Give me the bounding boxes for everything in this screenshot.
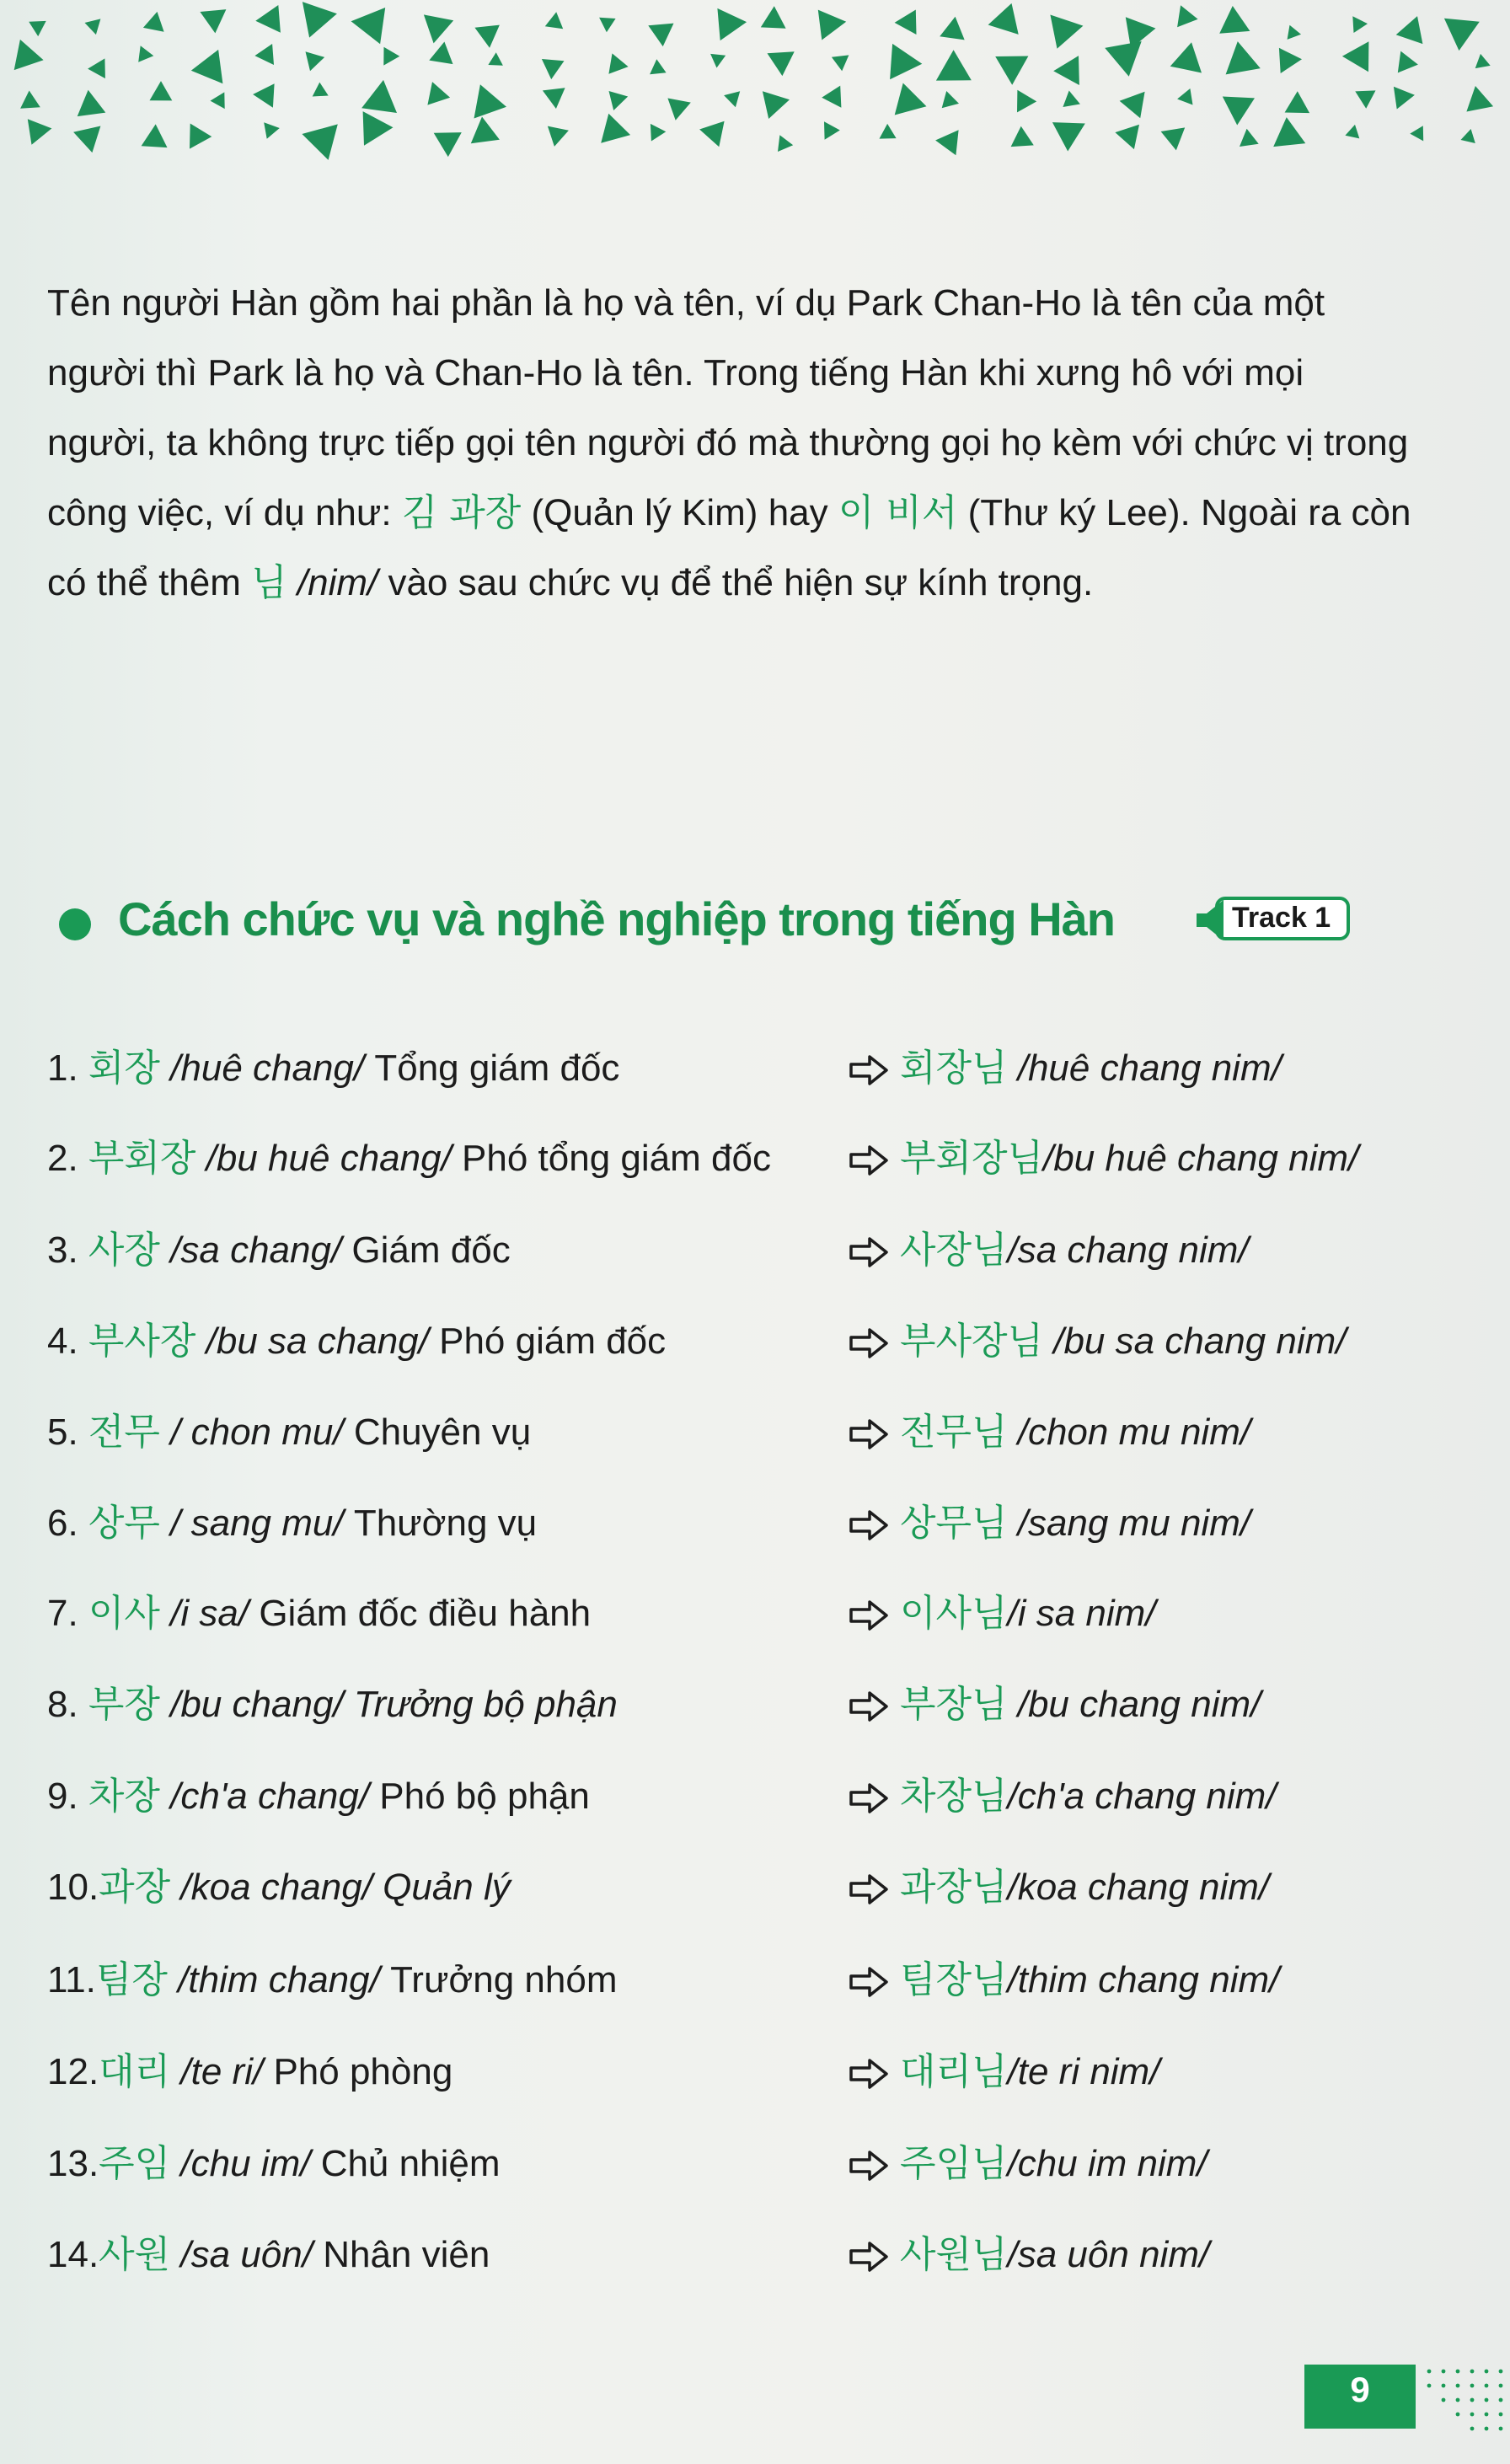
vocab-number: 2. [47, 1138, 88, 1179]
vocab-romanization: /sa uôn/ [170, 2234, 324, 2275]
vocab-row [47, 2135, 1480, 2193]
banner-triangle [1177, 5, 1198, 27]
vocab-korean-nim: 전무님 [900, 1411, 1008, 1454]
vocab-korean: 주임 [99, 2142, 171, 2185]
banner-triangle [1398, 51, 1418, 73]
nim-romanization: /nim/ [286, 562, 378, 603]
vocab-korean-nim: 회장님 [900, 1047, 1008, 1090]
banner-triangle [254, 44, 274, 65]
vocab-meaning: Phó tổng giám đốc [462, 1138, 771, 1179]
decorative-dots [1422, 2365, 1510, 2440]
banner-triangle [936, 50, 972, 80]
intro-paragraph [47, 268, 1412, 618]
vocab-romanization-nim: /koa chang nim/ [1007, 1867, 1270, 1908]
vocab-korean-nim: 부장님 [900, 1683, 1008, 1726]
vocab-term [47, 1312, 666, 1371]
banner-triangle [1170, 42, 1202, 72]
banner-triangle [778, 135, 793, 152]
banner-triangle [667, 99, 690, 121]
decor-dot [1470, 2413, 1475, 2417]
vocab-romanization-nim: /thim chang nim/ [1007, 1959, 1280, 2001]
vocab-romanization-nim: /te ri nim/ [1007, 2051, 1160, 2092]
vocab-term [47, 1951, 618, 2010]
banner-triangle [650, 59, 667, 74]
decorative-triangle-banner [0, 0, 1510, 160]
vocab-row [47, 1494, 1480, 1553]
vocab-romanization: / chon mu/ [159, 1411, 354, 1453]
banner-triangle [1226, 41, 1261, 74]
banner-triangle [253, 83, 275, 107]
banner-triangle [1105, 41, 1142, 77]
banner-triangle [710, 54, 726, 68]
vocab-meaning: Giám đốc [351, 1229, 511, 1271]
vocab-meaning: Giám đốc điều hành [259, 1593, 592, 1634]
banner-triangle [818, 10, 846, 40]
vocab-meaning: Phó bộ phận [379, 1776, 590, 1817]
banner-triangle [832, 55, 849, 71]
banner-triangle [138, 46, 153, 62]
banner-triangle [1444, 19, 1480, 51]
vocab-romanization: /te ri/ [170, 2051, 274, 2092]
banner-triangle [1279, 48, 1302, 73]
banner-triangle [1273, 117, 1305, 147]
banner-triangle [190, 124, 212, 149]
banner-triangle [78, 90, 106, 116]
vocab-korean-nim: 부회장님 [900, 1137, 1044, 1180]
vocab-romanization-nim: /i sa nim/ [1007, 1593, 1156, 1634]
banner-triangle [1352, 16, 1368, 33]
vocab-korean: 사원 [99, 2233, 171, 2276]
vocab-number: 12. [47, 2051, 99, 2092]
vocab-row [47, 1221, 1480, 1280]
decor-dot [1499, 2427, 1503, 2431]
arrow-right-icon [848, 2149, 890, 2183]
banner-triangle [471, 117, 500, 144]
vocab-row [47, 2043, 1480, 2102]
vocab-number: 13. [47, 2143, 99, 2184]
vocab-romanization-nim: /sang mu nim/ [1007, 1503, 1251, 1544]
vocab-term [47, 1584, 591, 1643]
vocab-romanization-nim: /chu im nim/ [1007, 2143, 1207, 2184]
banner-triangle [361, 80, 397, 113]
page-number-box [1304, 2365, 1416, 2429]
audio-track-badge[interactable] [1195, 895, 1363, 945]
banner-triangle [88, 58, 105, 78]
vocab-romanization: /chu im/ [170, 2143, 321, 2184]
decor-dot [1485, 2427, 1489, 2431]
vocab-number: 14. [47, 2234, 99, 2275]
banner-triangle [761, 6, 786, 28]
vocab-row [47, 1129, 1480, 1188]
decor-dot [1442, 2398, 1446, 2402]
banner-triangle [28, 119, 52, 144]
vocab-number: 3. [47, 1229, 88, 1271]
banner-triangle [29, 21, 46, 36]
nim-suffix: 님 [251, 561, 287, 604]
banner-triangle [1475, 54, 1491, 68]
decor-dot [1456, 2370, 1460, 2374]
banner-triangle [1050, 15, 1083, 49]
vocab-korean-nim: 주임님 [900, 2142, 1008, 2185]
vocab-meaning: Trưởng nhóm [390, 1959, 618, 2001]
vocab-meaning: Chuyên vụ [353, 1411, 532, 1453]
decor-dot [1470, 2427, 1475, 2431]
vocab-row [47, 2226, 1480, 2285]
banner-triangle [1161, 127, 1186, 150]
decor-dot [1456, 2413, 1460, 2417]
vocab-row [47, 1312, 1480, 1371]
vocab-honorific [848, 1675, 1261, 1734]
vocab-korean: 차장 [88, 1775, 160, 1818]
vocab-korean-nim: 상무님 [900, 1502, 1008, 1545]
banner-triangle [608, 53, 628, 73]
vocab-honorific [848, 1494, 1250, 1553]
intro-text-3: (Thư ký Lee). Ngoài ra còn có thể thêm [47, 492, 1411, 603]
banner-triangle [651, 124, 666, 142]
vocab-honorific [848, 1584, 1156, 1643]
decor-dot [1470, 2370, 1475, 2374]
banner-triangle [1053, 56, 1079, 85]
banner-triangle [543, 88, 565, 109]
vocab-honorific [848, 2043, 1159, 2102]
vocab-term [47, 1858, 511, 1917]
banner-triangle [1345, 125, 1359, 139]
vocab-meaning: Thường vụ [353, 1503, 538, 1544]
banner-triangle [488, 52, 503, 65]
vocab-korean: 팀장 [95, 1958, 168, 2001]
vocab-row [47, 1584, 1480, 1643]
vocab-korean-nim: 사장님 [900, 1229, 1008, 1272]
vocab-romanization: /sa chang/ [159, 1229, 352, 1271]
banner-triangle [895, 10, 917, 35]
vocab-term [47, 1767, 590, 1826]
banner-triangle [890, 44, 922, 79]
banner-triangle [717, 8, 747, 40]
decor-dot [1499, 2384, 1503, 2388]
vocab-honorific [848, 1221, 1249, 1280]
vocab-honorific [848, 1312, 1347, 1371]
vocab-meaning: Nhân viên [323, 2234, 490, 2275]
vocab-honorific [848, 2226, 1209, 2285]
vocab-romanization: /ch'a chang/ [159, 1776, 380, 1817]
vocab-korean: 과장 [99, 1866, 171, 1909]
intro-text-2: (Quản lý Kim) hay [521, 492, 838, 533]
vocab-korean: 부회장 [88, 1137, 196, 1180]
vocab-korean-nim: 차장님 [900, 1775, 1008, 1818]
banner-triangle [1342, 41, 1369, 72]
vocab-honorific [848, 1129, 1358, 1188]
vocab-row [47, 1858, 1480, 1917]
banner-triangle [1177, 88, 1192, 105]
banner-triangle [601, 114, 630, 143]
banner-triangle [1461, 129, 1475, 143]
arrow-right-icon [848, 1326, 890, 1360]
intro-text-5: vào sau chức vụ để thể hiện sự kính trọng. [378, 562, 1094, 603]
vocab-term [47, 2043, 452, 2102]
banner-triangle [548, 126, 569, 147]
banner-triangle [824, 121, 840, 139]
vocab-romanization-nim: /sa uôn nim/ [1007, 2234, 1210, 2275]
banner-triangle [85, 19, 101, 35]
decor-dot [1499, 2413, 1503, 2417]
decor-dot [1427, 2370, 1432, 2374]
vocab-number: 7. [47, 1593, 88, 1634]
vocab-meaning: Tổng giám đốc [374, 1047, 620, 1089]
vocab-korean-nim: 사원님 [900, 2233, 1008, 2276]
vocab-term [47, 1403, 531, 1462]
vocab-term [47, 1129, 771, 1188]
banner-triangle [313, 83, 329, 97]
vocab-term [47, 2226, 490, 2285]
arrow-right-icon [848, 1144, 890, 1177]
banner-triangle [383, 47, 399, 66]
banner-triangle [1223, 97, 1255, 126]
banner-triangle [1115, 125, 1139, 149]
banner-triangle [351, 8, 386, 44]
page-footer [1304, 2365, 1510, 2464]
vocab-row [47, 1403, 1480, 1462]
banner-triangle [995, 56, 1028, 85]
banner-triangle [434, 132, 462, 157]
decor-dot [1470, 2384, 1475, 2388]
vocab-romanization: /i sa/ [159, 1593, 260, 1634]
vocab-meaning: Quản lý [383, 1867, 511, 1908]
vocab-number: 6. [47, 1503, 88, 1544]
arrow-right-icon [848, 1872, 890, 1906]
decor-dot [1456, 2384, 1460, 2388]
vocab-term [47, 2135, 500, 2193]
vocab-honorific [848, 1858, 1269, 1917]
vocab-row [47, 1675, 1480, 1734]
vocab-romanization-nim: /chon mu nim/ [1007, 1411, 1251, 1453]
vocab-number: 4. [47, 1320, 88, 1362]
section-heading [59, 887, 1373, 954]
vocab-number: 9. [47, 1776, 88, 1817]
vocab-number: 8. [47, 1684, 88, 1725]
arrow-right-icon [848, 2240, 890, 2274]
vocab-honorific [848, 2135, 1207, 2193]
banner-triangle [1285, 91, 1310, 113]
arrow-right-icon [848, 1781, 890, 1815]
vocab-number: 5. [47, 1411, 88, 1453]
banner-triangle [1410, 126, 1423, 141]
vocab-korean: 회장 [88, 1047, 160, 1090]
banner-triangle [763, 91, 790, 119]
example-kim-manager: 김 과장 [401, 491, 522, 534]
banner-triangle [1052, 122, 1085, 151]
banner-triangle [191, 50, 223, 83]
vocab-romanization: /koa chang/ [170, 1867, 383, 1908]
decor-dot [1485, 2384, 1489, 2388]
banner-triangle [363, 111, 394, 146]
banner-triangle [427, 82, 450, 105]
banner-triangle [940, 17, 965, 40]
vocab-honorific [848, 1767, 1277, 1826]
vocab-romanization-nim: /bu huê chang nim/ [1043, 1138, 1359, 1179]
banner-triangle [303, 2, 337, 38]
arrow-right-icon [848, 1053, 890, 1087]
banner-triangle [302, 124, 337, 160]
vocab-korean: 전무 [88, 1411, 160, 1454]
banner-triangle [211, 92, 225, 109]
decor-dot [1470, 2398, 1475, 2402]
decor-dot [1485, 2413, 1489, 2417]
banner-triangle [1355, 90, 1375, 108]
vocab-korean: 부장 [88, 1683, 160, 1726]
vocab-row [47, 1767, 1480, 1826]
decor-dot [1499, 2398, 1503, 2402]
section-title: Cách chức vụ và nghề nghiệp trong tiếng Hàn [118, 892, 1116, 945]
banner-triangle [474, 84, 507, 118]
vocab-korean: 대리 [99, 2050, 171, 2093]
banner-triangle [542, 59, 565, 79]
vocab-korean-nim: 과장님 [900, 1866, 1008, 1909]
banner-triangle [1219, 6, 1250, 34]
banner-triangle [73, 126, 100, 153]
banner-triangle [264, 122, 280, 138]
decor-dot [1456, 2398, 1460, 2402]
banner-triangle [1063, 91, 1080, 108]
arrow-right-icon [848, 2057, 890, 2091]
banner-triangle [429, 42, 452, 65]
banner-triangle [1120, 92, 1145, 119]
banner-triangle [768, 51, 795, 76]
arrow-right-icon [848, 1599, 890, 1632]
vocab-romanization: /bu huê chang/ [195, 1138, 463, 1179]
vocab-korean: 이사 [88, 1592, 160, 1635]
vocab-romanization-nim: /sa chang nim/ [1007, 1229, 1249, 1271]
banner-triangle [609, 91, 629, 110]
track-label: Track 1 [1232, 902, 1331, 934]
banner-triangle [1011, 126, 1034, 147]
vocab-korean-nim: 이사님 [900, 1592, 1008, 1635]
banner-triangle [306, 51, 325, 71]
decor-dot [1485, 2370, 1489, 2374]
vocab-number: 10. [47, 1867, 99, 1908]
banner-triangle [1288, 25, 1301, 40]
banner-triangle [988, 3, 1019, 35]
banner-triangle [142, 124, 168, 147]
arrow-right-icon [848, 1508, 890, 1542]
vocab-honorific [848, 1039, 1282, 1098]
decor-dot [1485, 2398, 1489, 2402]
banner-triangle [880, 124, 897, 139]
banner-triangle [1017, 90, 1036, 113]
arrow-right-icon [848, 1965, 890, 1999]
vocab-number: 1. [47, 1047, 88, 1089]
banner-triangle [1240, 129, 1259, 147]
intro-text-1: Tên người Hàn gồm hai phần là họ và tên, ví dụ Park Chan-Ho là tên của một người thì Park là họ và Chan-Ho là tên. Trong tiếng Hàn khi xưng hô với mọi người, ta không trực tiếp gọi tên người đó mà thường gọi họ kèm với chức vị trong công việc, ví dụ như: [47, 282, 1409, 533]
banner-triangle [545, 12, 563, 29]
banner-triangle [1396, 16, 1423, 44]
banner-triangle [150, 81, 173, 100]
vocab-korean: 부사장 [88, 1320, 196, 1363]
arrow-right-icon [848, 1417, 890, 1451]
banner-triangle [724, 91, 740, 107]
decor-dot [1427, 2384, 1432, 2388]
page-number: 9 [1350, 2370, 1370, 2409]
vocab-romanization-nim: /bu sa chang nim/ [1043, 1320, 1347, 1362]
speaker-icon [1195, 898, 1229, 942]
vocab-term [47, 1221, 511, 1280]
banner-triangle [648, 24, 673, 46]
decor-dot [1499, 2370, 1503, 2374]
banner-triangle [143, 12, 164, 32]
vocab-korean: 사장 [88, 1229, 160, 1272]
vocab-romanization-nim: /bu chang nim/ [1007, 1684, 1261, 1725]
banner-triangle [699, 121, 725, 147]
banner-triangle [942, 91, 959, 108]
vocab-romanization: /thim chang/ [167, 1959, 391, 2001]
vocab-romanization: / sang mu/ [159, 1503, 354, 1544]
banner-triangle [895, 83, 927, 115]
banner-triangle [474, 25, 500, 48]
banner-triangle [599, 18, 616, 33]
arrow-right-icon [848, 1690, 890, 1723]
vocab-romanization: /bu sa chang/ [195, 1320, 440, 1362]
vocab-romanization: /bu chang/ [159, 1684, 354, 1725]
banner-triangle [1394, 87, 1415, 110]
vocab-row [47, 1039, 1480, 1098]
banner-triangle [20, 91, 40, 109]
decor-dot [1442, 2384, 1446, 2388]
banner-triangle [935, 130, 959, 155]
vocab-meaning: Phó phòng [273, 2051, 453, 2092]
vocab-row [47, 1951, 1480, 2010]
vocab-meaning: Phó giám đốc [439, 1320, 667, 1362]
banner-triangle [822, 86, 841, 108]
vocab-romanization-nim: /huê chang nim/ [1007, 1047, 1282, 1089]
banner-triangle [424, 14, 453, 43]
vocab-meaning: Trưởng bộ phận [353, 1684, 618, 1725]
banner-triangle [200, 9, 226, 33]
example-lee-secretary: 이 비서 [838, 491, 958, 534]
banner-triangle [14, 40, 44, 70]
vocab-korean-nim: 대리님 [900, 2050, 1008, 2093]
banner-triangle [255, 5, 281, 33]
vocab-korean-nim: 부사장님 [900, 1320, 1044, 1363]
vocab-honorific [848, 1403, 1250, 1462]
vocab-romanization-nim: /ch'a chang nim/ [1007, 1776, 1277, 1817]
vocab-romanization: /huê chang/ [159, 1047, 375, 1089]
vocab-honorific [848, 1951, 1279, 2010]
vocab-term [47, 1494, 537, 1553]
vocab-korean-nim: 팀장님 [900, 1958, 1008, 2001]
banner-triangle [1466, 86, 1493, 112]
arrow-right-icon [848, 1235, 890, 1269]
vocab-korean: 상무 [88, 1502, 160, 1545]
vocab-meaning: Chủ nhiệm [320, 2143, 501, 2184]
decor-dot [1442, 2370, 1446, 2374]
vocab-term [47, 1039, 619, 1098]
vocab-number: 11. [47, 1959, 96, 2001]
vocab-term [47, 1675, 618, 1734]
bullet-dot-icon [59, 908, 91, 940]
